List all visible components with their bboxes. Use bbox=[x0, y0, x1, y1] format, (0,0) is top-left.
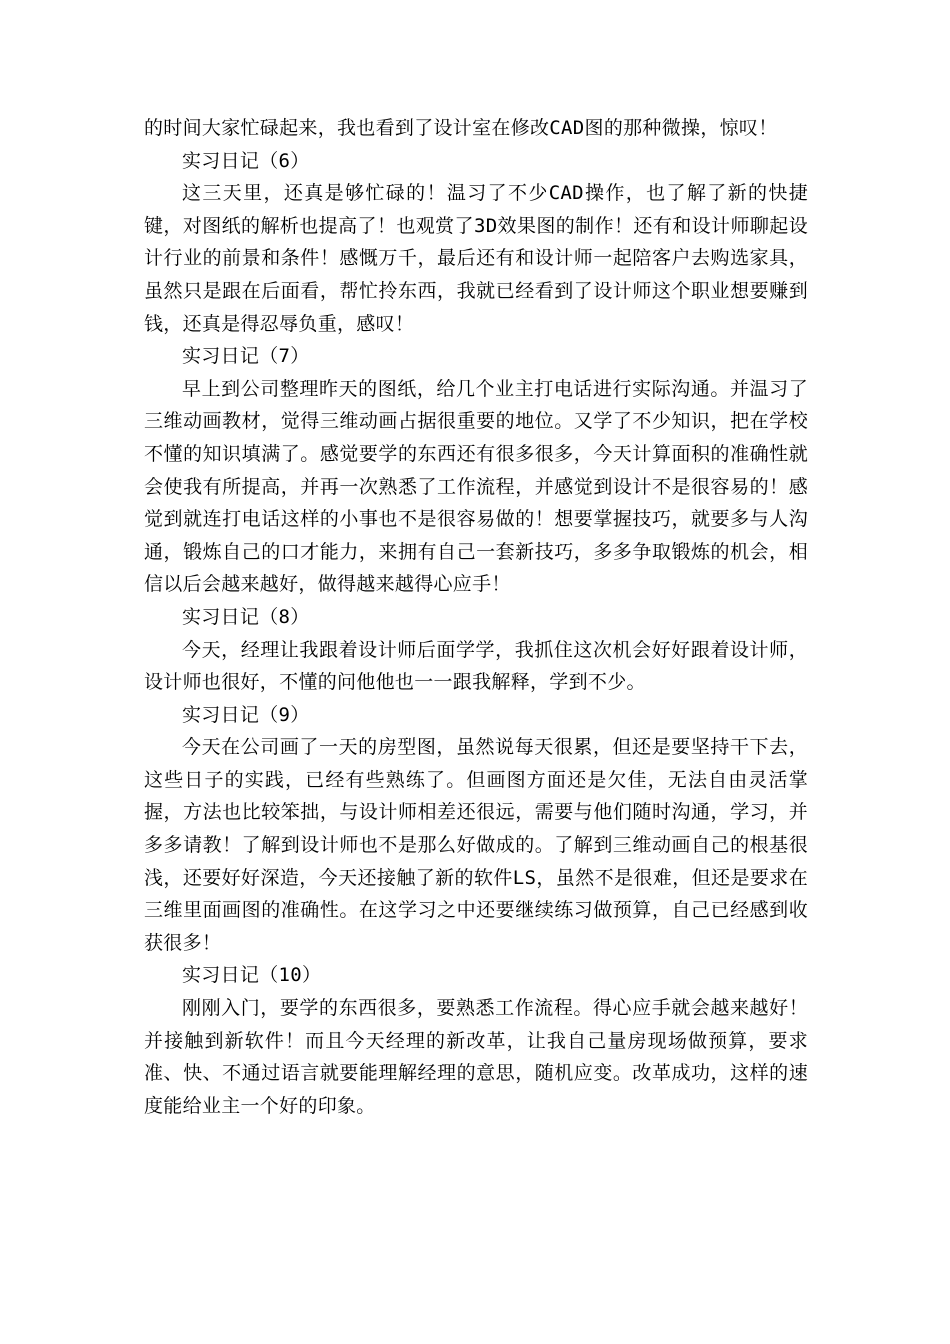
entry-body-9: 今天在公司画了一天的房型图，虽然说每天很累，但还是要坚持干下去，这些日子的实践，已经有些熟练了。但画图方面还是欠佳，无法自由灵活掌握，方法也比较笨拙，与设计师相差还很远，需要与他们随时沟通，学习，并多多请教！了解到设计师也不是那么好做成的。了解到三维动画自己的根基很浅，还要好好深造，今天还接触了新的软件LS，虽然不是很难，但还是要求在三维里面画图的准确性。在这学习之中还要继续练习做预算，自己已经感到收获很多！ bbox=[144, 736, 808, 954]
entry-body-7: 早上到公司整理昨天的图纸，给几个业主打电话进行实际沟通。并温习了三维动画教材，觉得三维动画占据很重要的地位。又学了不少知识，把在学校不懂的知识填满了。感觉要学的东西还有很多很多，今天计算面积的准确性就会使我有所提高，并再一次熟悉了工作流程，并感觉到设计不是很容易的！感觉到就连打电话这样的小事也不是很容易做的！想要掌握技巧，就要多与人沟通，锻炼自己的口才能力，来拥有自己一套新技巧，多多争取锻炼的机会，相信以后会越来越好，做得越来越得心应手！ bbox=[144, 377, 808, 596]
entry-body-10: 刚刚入门，要学的东西很多，要熟悉工作流程。得心应手就会越来越好！并接触到新软件！而且今天经理的新改革，让我自己量房现场做预算，要求准、快、不通过语言就要能理解经理的意思，随机应变。改革成功，这样的速度能给业主一个好的印象。 bbox=[144, 997, 808, 1117]
document-page bbox=[144, 112, 808, 1122]
entry-title-6: 实习日记（6） bbox=[182, 149, 310, 172]
entry-title-9: 实习日记（9） bbox=[182, 703, 310, 726]
entry-title-8: 实习日记（8） bbox=[182, 605, 310, 628]
entry-title-10: 实习日记（10） bbox=[182, 964, 322, 987]
entry-title-7: 实习日记（7） bbox=[182, 345, 310, 368]
entry-body-6: 这三天里，还真是够忙碌的！温习了不少CAD操作，也了解了新的快捷键，对图纸的解析也提高了！也观赏了3D效果图的制作！还有和设计师聊起设计行业的前景和条件！感慨万千，最后还有和设计师一起陪客户去购选家具，虽然只是跟在后面看，帮忙拎东西，我就已经看到了设计师这个职业想要赚到钱，还真是得忍辱负重，感叹！ bbox=[144, 182, 808, 335]
intro-paragraph: 的时间大家忙碌起来，我也看到了设计室在修改CAD图的那种微操，惊叹！ bbox=[144, 117, 778, 139]
entry-body-8: 今天，经理让我跟着设计师后面学学，我抓住这次机会好好跟着设计师，设计师也很好，不懂的问他他也一一跟我解释，学到不少。 bbox=[144, 638, 808, 694]
